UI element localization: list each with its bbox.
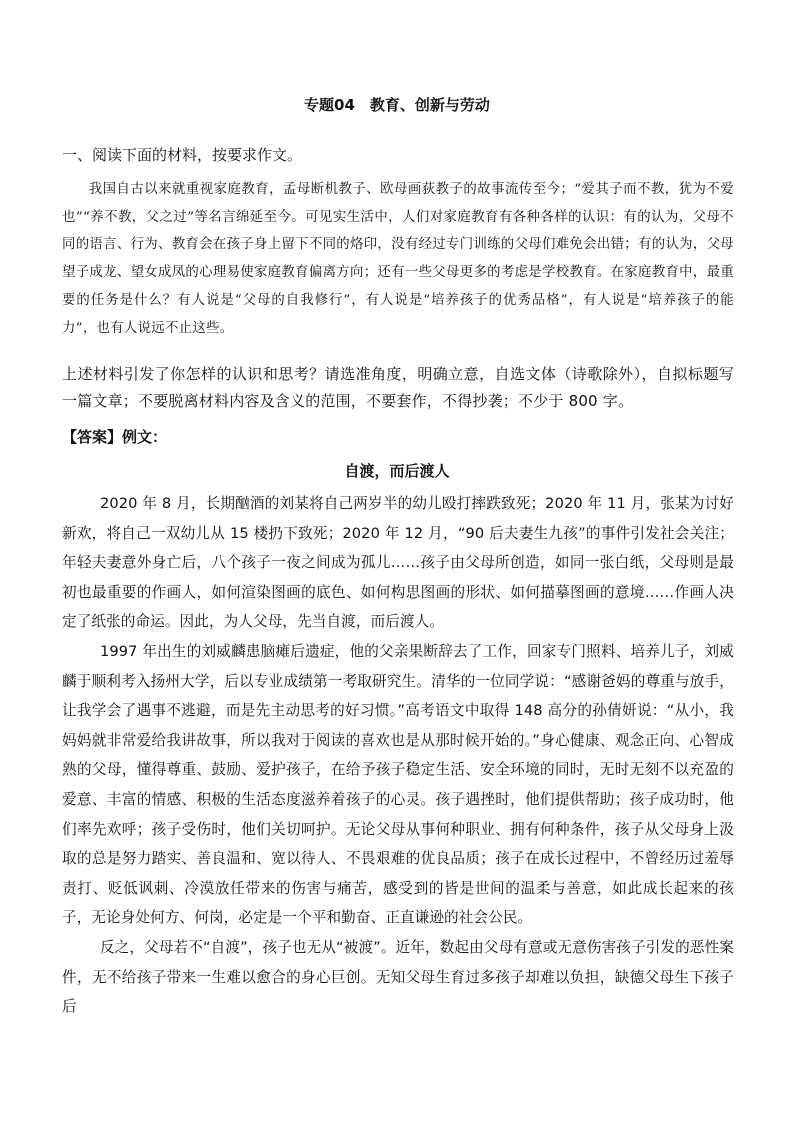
question-heading: 一、阅读下面的材料，按要求作文。: [62, 146, 303, 164]
essay-paragraph: 反之，父母若不“自渡”，孩子也无从“被渡”。近年，数起由父母有意或无意伤害孩子引发的恶性案件，无不给孩子带来一生难以愈合的身心巨创。无知父母生育过多孩子却难以负担，缺德父母生下孩子后: [62, 938, 734, 1016]
essay-paragraph: 1997 年出生的刘威麟患脑瘫后遗症，他的父亲果断辞去了工作，回家专门照料、培养儿子，刘威麟于顺利考入扬州大学，后以专业成绩第一考取研究生。清华的一位同学说：“感谢爸妈的尊重与放手，让我学会了遇事不逃避，而是先主动思考的好习惯。”高考语文中取得 148 高分的孙倩妍说：“从小，我妈妈就非常爱给我讲故事，所以我对于阅读的喜欢也是从那时候开始的。”身心健康、观念正向、心智成熟的父母，懂得尊重、鼓励、爱护孩子，在给予孩子稳定生活、安全环境的同时，无时无刻不以充盈的爱意、丰富的情感、积极的生活态度滋养着孩子的心灵。孩子遇挫时，他们提供帮助；孩子成功时，他们率先欢呼；孩子受伤时，他们关切呵护。无论父母从事何种职业、拥有何种条件，孩子从父母身上汲取的总是努力踏实、善良温和、宽以待人、不畏艰难的优良品质；孩子在成长过程中，不曾经历过羞辱责打、贬低讽刺、冷漠放任带来的伤害与痛苦，感受到的皆是世间的温柔与善意，如此成长起来的孩子，无论身处何方、何岗，必定是一个平和勤奋、正直谦逊的社会公民。: [62, 642, 734, 927]
essay-title: 自渡，而后渡人: [344, 462, 450, 480]
essay-paragraph: 2020 年 8 月，长期酗酒的刘某将自己两岁半的幼儿殴打摔跌致死；2020 年 11 月，张某为讨好新欢，将自己一双幼儿从 15 楼扔下致死；2020 年 12 月，“90 后夫妻生九孩”的事件引发社会关注；年轻夫妻意外身亡后，八个孩子一夜之间成为孤儿……孩子由父母所创造，如同一张白纸，父母则是最初也最重要的作画人，如何渲染图画的底色、如何构思图画的形状、如何描摹图画的意境……作画人决定了纸张的命运。因此，为人父母，先当自渡，而后渡人。: [62, 495, 734, 631]
document-title: 专题04 教育、创新与劳动: [304, 96, 490, 114]
writing-prompt: 上述材料引发了你怎样的认识和思考？请选准角度，明确立意，自选文体（诗歌除外），自拟标题写一篇文章；不要脱离材料内容及含义的范围，不要套作，不得抄袭；不少于 800 字。: [62, 365, 734, 410]
essay-body: [62, 489, 734, 1022]
answer-label: 【答案】例文：: [62, 428, 168, 446]
reading-material: 我国自古以来就重视家庭教育，孟母断机教子、欧母画荻教子的故事流传至今；“爱其子而不教，犹为不爱也”“养不教，父之过”等名言绵延至今。可见实生活中，人们对家庭教育有各种各样的认识：有的认为，父母不同的语言、行为、教育会在孩子身上留下不同的烙印，没有经过专门训练的父母们难免会出错；有的认为，父母望子成龙、望女成凤的心理易使家庭教育偏离方向；还有一些父母更多的考虑是学校教育。在家庭教育中，最重要的任务是什么？有人说是“父母的自我修行”，有人说是“培养孩子的优秀品格”，有人说是“培养孩子的能力”，也有人说远不止这些。: [62, 182, 734, 336]
